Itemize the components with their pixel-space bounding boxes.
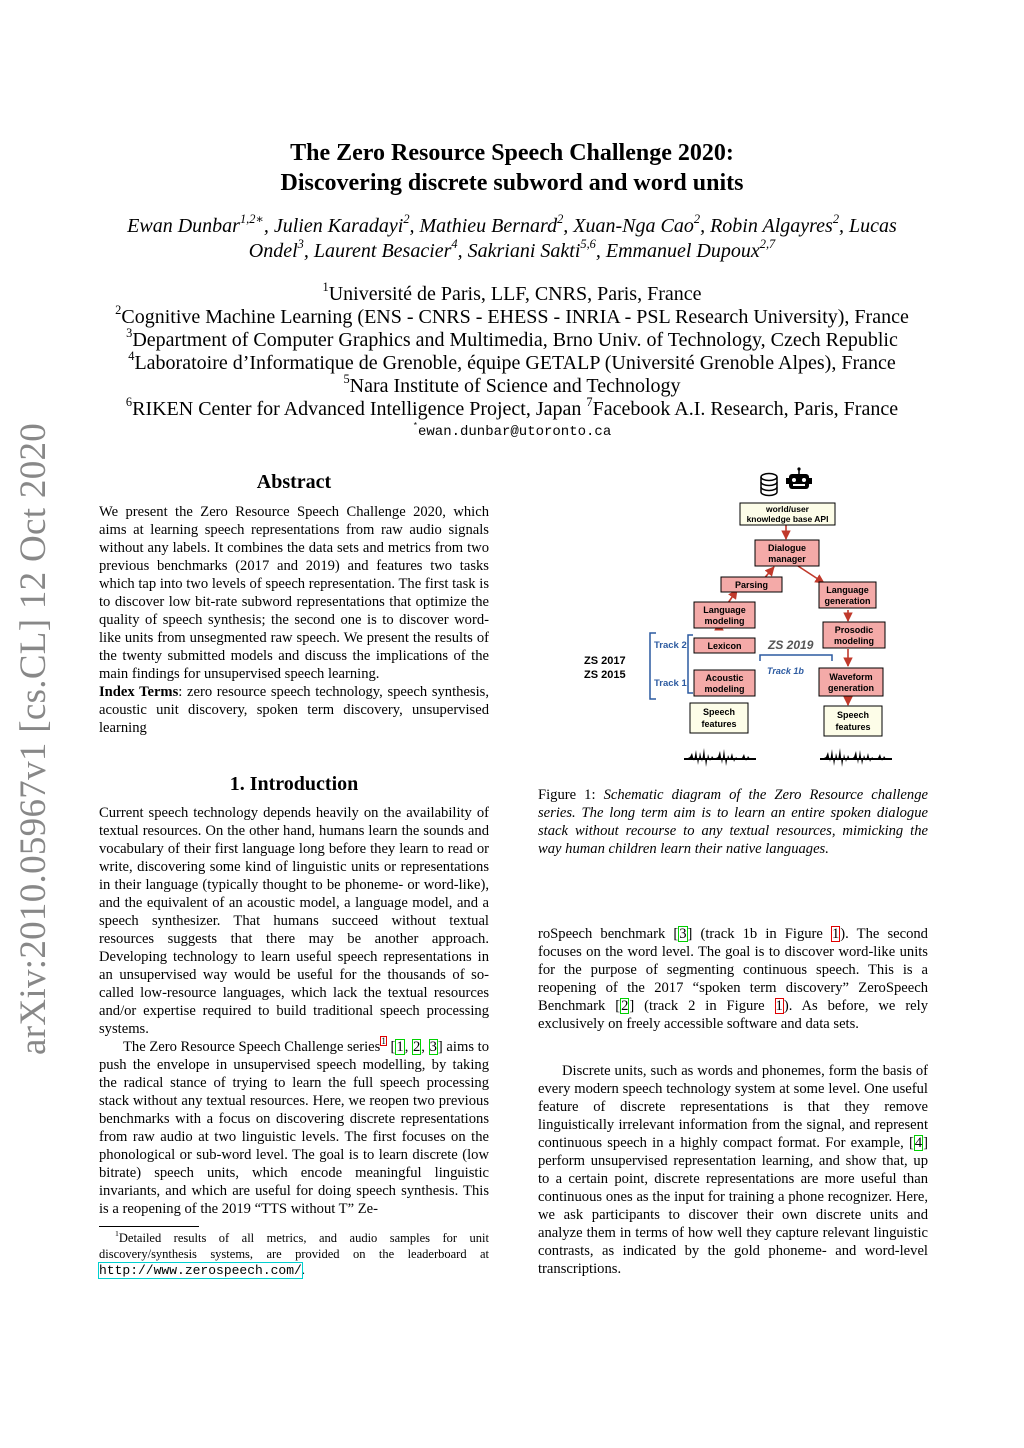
waveform-input-icon [684, 748, 756, 767]
svg-text:modeling: modeling [704, 684, 745, 694]
svg-text:Speech: Speech [836, 710, 870, 720]
zs2015-label: ZS 2015 [584, 669, 626, 681]
node-prosodic-modeling [823, 622, 885, 648]
affiliation: $^1$Université de Paris, LLF, CNRS, Paris, France [322, 280, 702, 305]
author: Julien Karadayi$^2$, [273, 212, 420, 237]
track-1-label: Track 1 [654, 678, 687, 689]
track-2-label: Track 2 [654, 640, 687, 651]
citation-link[interactable]: 4 [914, 1135, 923, 1151]
footnote: $^1$Detailed results of all metrics, and audio samples for unit discovery/synthesis systems, are provided on the leaderboard at http://www.zerospeech.com/. [99, 1229, 489, 1278]
svg-text:world/user: world/user [766, 504, 809, 514]
right-column-body-2 [538, 1062, 928, 1278]
svg-text:Acoustic: Acoustic [705, 673, 744, 683]
intro-paragraph: The Zero Resource Speech Challenge series$^1$ [1, 2, 3] aims to push the envelope in unsupervised speech modelling, by taking the radical stance of trying to learn the full speech processing stack without any textual resources. Here, we reopen two previous benchmarks with a focus on discovering discrete representations from raw audio at two linguistic levels. The first focuses on the phonological or sub-word level. The goal is to learn discrete (low bitrate) speech units, which encode meaningful linguistic invariants, and which are useful for doing speech synthesis. This is a reopening of the 2019 “TTS without T” Ze- [99, 1036, 490, 1217]
citation-link[interactable]: 2 [621, 998, 629, 1014]
svg-text:generation: generation [827, 683, 875, 693]
right-column-body [538, 925, 928, 1033]
affiliation: $^4$Laboratoire d’Informatique de Grenoble, équipe GETALP (Université Grenoble Alpes), France [128, 349, 896, 374]
node-language-modeling [694, 602, 755, 628]
footnote-marker[interactable]: 1 [381, 1036, 386, 1047]
author: Ewan Dunbar$^{1,2∗}$, [127, 212, 274, 237]
figure-ref-link[interactable]: 1 [832, 926, 840, 942]
intro-heading: 1. Introduction [229, 773, 359, 795]
zs2019-label: ZS 2019 [768, 638, 814, 652]
svg-text:knowledge base API: knowledge base API [746, 514, 829, 524]
paper-title [0, 138, 1024, 198]
svg-text:Dialogue: Dialogue [767, 543, 807, 553]
node-language-generation [819, 582, 876, 608]
figure-1-diagram [578, 465, 898, 775]
svg-text:generation: generation [824, 596, 871, 606]
svg-text:Lexicon: Lexicon [707, 641, 742, 651]
track-1b-label: Track 1b [767, 666, 804, 676]
figure-ref-link[interactable]: 1 [775, 998, 783, 1014]
abstract-body [99, 503, 489, 737]
node-lexicon [694, 638, 755, 653]
author: Sakriani Sakti$^{5,6}$, [467, 237, 606, 262]
author-list [100, 214, 924, 264]
contact-email[interactable]: *ewan.dunbar@utoronto.ca [412, 421, 612, 440]
zs2017-label: ZS 2017 [584, 655, 626, 667]
svg-text:Language: Language [703, 605, 746, 615]
citation-link[interactable]: 2 [413, 1039, 421, 1055]
index-terms: Index Terms: zero resource speech technology, speech synthesis, acoustic unit discovery, spoken term discovery, unsupervised learning [99, 684, 489, 736]
author: Lucas Ondel$^3$, [248, 215, 897, 262]
arxiv-stamp: arXiv:2010.05967v1 [cs.CL] 12 Oct 2020 [13, 422, 54, 1055]
svg-text:features: features [835, 722, 871, 732]
author: Robin Algayres$^2$, [710, 212, 850, 237]
leaderboard-link[interactable]: http://www.zerospeech.com/ [99, 1263, 302, 1278]
database-icon [761, 474, 777, 496]
affiliation: $^5$Nara Institute of Science and Technology [343, 372, 681, 397]
author: Xuan-Nga Cao$^2$, [573, 212, 711, 237]
author: Emmanuel Dupoux$^{2,7}$ [605, 237, 776, 262]
citation-link[interactable]: 3 [429, 1039, 437, 1055]
waveform-output-icon [820, 748, 892, 767]
svg-text:Speech: Speech [702, 707, 736, 717]
node-parsing [721, 577, 782, 592]
affiliation: $^6$RIKEN Center for Advanced Intelligence Project, Japan $^7$Facebook A.I. Research, Paris, France [125, 395, 899, 420]
intro-body [99, 804, 489, 1218]
affiliation: $^3$Department of Computer Graphics and Multimedia, Brno Univ. of Technology, Czech Republic [126, 326, 898, 351]
svg-text:manager: manager [768, 554, 806, 564]
figure-1-caption: Figure 1: Schematic diagram of the Zero Resource challenge series. The long term aim is to learn an entire spoken dialogue stack without recourse to any textual resources, mimicking the way human children learn their native languages. [538, 787, 928, 857]
citation-link[interactable]: 1 [396, 1039, 404, 1055]
robot-icon [786, 467, 812, 489]
node-waveform-generation [819, 668, 883, 696]
svg-text:Waveform: Waveform [829, 672, 873, 682]
svg-text:modeling: modeling [704, 616, 745, 626]
node-dialogue-manager [755, 540, 819, 566]
affiliation: $^2$Cognitive Machine Learning (ENS - CNRS - EHESS - INRIA - PSL Research University), France [115, 303, 909, 328]
node-api [740, 503, 835, 525]
body-paragraph: roSpeech benchmark [3] (track 1b in Figure 1). The second focuses on the word level. The goal is to discover word-like units for the purpose of segmenting continuous speech. This is a reopening of the 2017 “spoken term discovery” ZeroSpeech Benchmark [2] (track 2 in Figure 1). As before, we rely exclusively on freely accessible software and data sets. [538, 926, 929, 1032]
svg-text:features: features [701, 719, 737, 729]
intro-paragraph: Current speech technology depends heavily on the availability of textual resources. On the other hand, humans learn the sounds and vocabulary of their first language long before they learn to read or write, discovering some kind of linguistic units or representations in their language (typically thought to be phoneme- or word-like), and the equivalent of an acoustic model, a language model, and a speech synthesizer. That humans succeed without textual resources suggests that there may be another approach. Developing technology to learn useful speech representations in an unsupervised way would be useful for the thousands of so-called low-resource languages, which lack the textual resources and/or expertise required to build traditional speech processing systems. [99, 805, 489, 1037]
footnote-rule [99, 1226, 199, 1227]
title-line-2: Discovering discrete subword and word units [280, 170, 744, 196]
svg-text:modeling: modeling [834, 636, 874, 646]
affiliations [60, 280, 964, 421]
title-line-1: The Zero Resource Speech Challenge 2020: [290, 140, 734, 166]
abstract-heading: Abstract [256, 471, 332, 493]
body-paragraph: Discrete units, such as words and phonemes, form the basis of every modern speech technology system at some level. One useful feature of discrete representations is that they remove linguistically irrelevant information from the signal, and represent continuous speech in a highly compact format. For example, [4] perform unsupervised representation learning, and show that, up to a certain point, discrete representations are more useful than continuous ones as the input for training a phone recognizer. Here, we ask participants to discover their own discrete units and analyze them in terms of how well they capture relevant linguistic contrasts, as indicated by the gold phoneme- and word-level transcriptions. [538, 1063, 928, 1277]
svg-text:Parsing: Parsing [734, 580, 769, 590]
author: Laurent Besacier$^4$, [313, 237, 468, 262]
svg-text:Language: Language [826, 585, 869, 595]
citation-link[interactable]: 3 [679, 926, 687, 942]
node-speech-features-input [690, 703, 748, 733]
node-speech-features-output [824, 706, 882, 736]
abstract-text: We present the Zero Resource Speech Challenge 2020, which aims at learning speech representations from raw audio signals without any labels. It combines the data sets and metrics from two previous benchmarks (2017 and 2019) and features two tasks which tap into two levels of speech representation. The first task is to discover low bit-rate subword representations that optimize the quality of speech synthesis; the second one is to discover word-like units from unsegmented raw speech. We present the results of the twenty submitted models and discuss the implications of the main findings for unsupervised speech learning. [99, 504, 489, 682]
author: Mathieu Bernard$^2$, [419, 212, 574, 237]
node-acoustic-modeling [694, 670, 755, 696]
svg-text:Prosodic: Prosodic [834, 625, 874, 635]
